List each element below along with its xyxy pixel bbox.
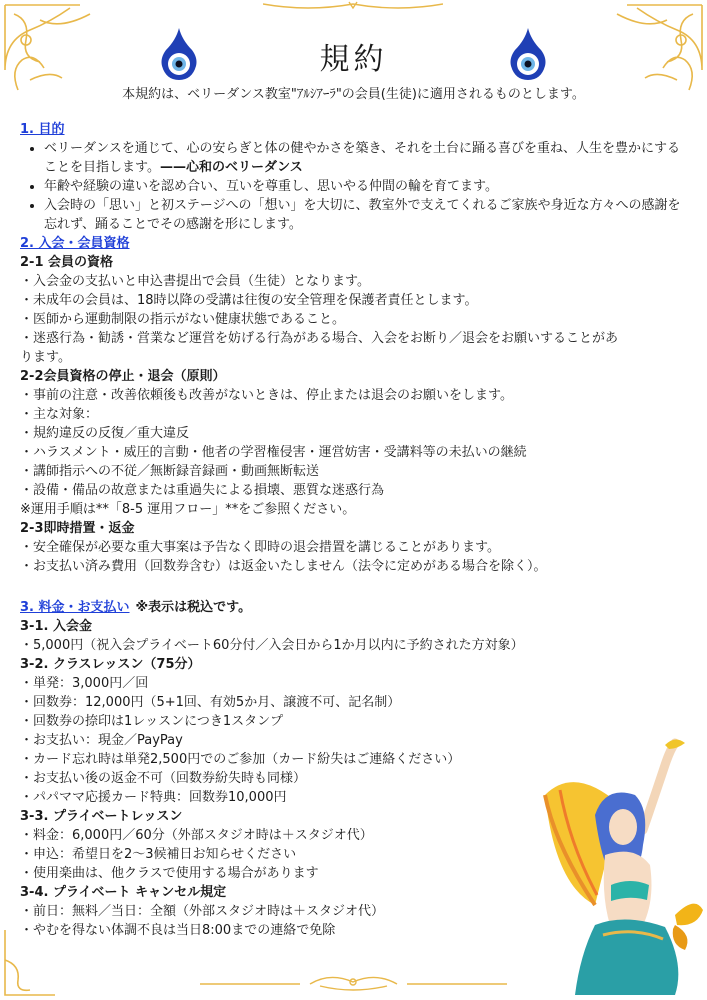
text-line: ・単発：3,000円／回 xyxy=(20,676,149,691)
text-line: ・迷惑行為・勧誘・営業など運営を妨げる行為がある場合、入会をお断り／退会をお願いすることがあ xyxy=(20,331,619,346)
page-title: 規約 xyxy=(319,42,388,77)
text-line: ・使用楽曲は、他クラスで使用する場合があります xyxy=(20,866,319,881)
text-line: ・設備・備品の故意または重過失による損壊、悪質な迷惑行為 xyxy=(20,483,385,498)
section-1-heading: 1. 目的 xyxy=(20,122,65,137)
text-line: ・事前の注意・改善依頼後も改善がないときは、停止または退会のお願いをします。 xyxy=(20,388,513,403)
text-line: ・申込：希望日を2〜3候補日お知らせください xyxy=(20,847,297,862)
text-line: ・回数券：12,000円（5+1回、有効5か月、譲渡不可、記名制） xyxy=(20,695,401,710)
section-3-heading: 3. 料金・お支払い xyxy=(20,600,130,615)
belly-dancer-illustration xyxy=(525,735,707,995)
text-line: ・講師指示への不従／無断録音録画・動画無断転送 xyxy=(20,464,320,479)
text-line: ります。 xyxy=(20,350,71,365)
subsection-3-2-heading: 3-2. クラスレッスン（75分） xyxy=(20,657,201,672)
text-line: ・お支払い済み費用（回数券含む）は返金いたしません（法令に定めがある場合を除く）。 xyxy=(20,559,547,574)
text-line: ・未成年の会員は、18時以降の受講は往復の安全管理を保護者責任とします。 xyxy=(20,293,478,308)
text-line: ・ハラスメント・威圧的言動・他者の学習権侵害・運営妨害・受講料等の未払いの継続 xyxy=(20,445,527,460)
list-item: • ベリーダンスを通じて、心の安らぎと体の健やかさを築き、それを土台に踊る喜びを重ね、人生を豊かにすることを目指します。——心和のベリーダンス xyxy=(44,139,690,177)
text-line: ・カード忘れ時は単発2,500円でのご参加（カード紛失はご連絡ください） xyxy=(20,752,461,767)
corner-ornament-bottom-left xyxy=(0,920,60,1000)
subsection-3-1-heading: 3-1. 入会金 xyxy=(20,619,92,634)
subsection-3-4-heading: 3-4. プライベート キャンセル規定 xyxy=(20,885,227,900)
list-item: • 入会時の「思い」と初ステージへの「想い」を大切に、教室外で支えてくれるご家族や身近な方々への感謝を忘れず、踊ることでその感謝を形にします。 xyxy=(44,196,690,234)
text-line: ※運用手順は**「8-5 運用フロー」**をご参照ください。 xyxy=(20,502,356,517)
bottom-center-ornament xyxy=(200,970,507,992)
section-1-list xyxy=(20,139,690,234)
text-line: ・パパママ応援カード特典：回数券10,000円 xyxy=(20,790,287,805)
subsection-2-1-heading: 2-1 会員の資格 xyxy=(20,255,114,270)
text-line: ・規約違反の反復／重大違反 xyxy=(20,426,190,441)
text-line: ・回数券の捺印は1レッスンにつき1スタンプ xyxy=(20,714,284,729)
text-line: ・やむを得ない体調不良は当日8:00までの連絡で免除 xyxy=(20,923,336,938)
text-line: ・お支払い：現金／PayPay xyxy=(20,733,183,748)
intro-text: 本規約は、ベリーダンス教室"ｱﾙｼｱｰﾗ"の会員(生徒)に適用されるものとします。 xyxy=(122,87,585,102)
subsection-3-3-heading: 3-3. プライベートレッスン xyxy=(20,809,183,824)
text-line: ・料金：6,000円／60分（外部スタジオ時は＋スタジオ代） xyxy=(20,828,373,843)
text-line: ・入会金の支払いと申込書提出で会員（生徒）となります。 xyxy=(20,274,370,289)
text-line: ・前日：無料／当日：全額（外部スタジオ時は＋スタジオ代） xyxy=(20,904,385,919)
section-2-heading: 2. 入会・会員資格 xyxy=(20,236,130,251)
text-line: ・主な対象： xyxy=(20,407,99,422)
text-line: ・医師から運動制限の指示がない健康状態であること。 xyxy=(20,312,346,327)
tax-note: ※表示は税込です。 xyxy=(135,600,252,615)
text-line: ・お支払い後の返金不可（回数券紛失時も同様） xyxy=(20,771,307,786)
text-line: ・安全確保が必要な重大事案は予告なく即時の退会措置を講じることがあります。 xyxy=(20,540,500,555)
list-item: • 年齢や経験の違いを認め合い、互いを尊重し、思いやる仲間の輪を育てます。 xyxy=(44,177,690,196)
subsection-2-3-heading: 2-3即時措置・返金 xyxy=(20,521,135,536)
subsection-2-2-heading: 2-2会員資格の停止・退会（原則） xyxy=(20,369,226,384)
section-3-heading-row xyxy=(20,598,690,617)
top-center-ornament xyxy=(263,0,443,14)
text-line: ・5,000円（祝入会プライベート60分付／入会日から1か月以内に予約された方対象） xyxy=(20,638,524,653)
